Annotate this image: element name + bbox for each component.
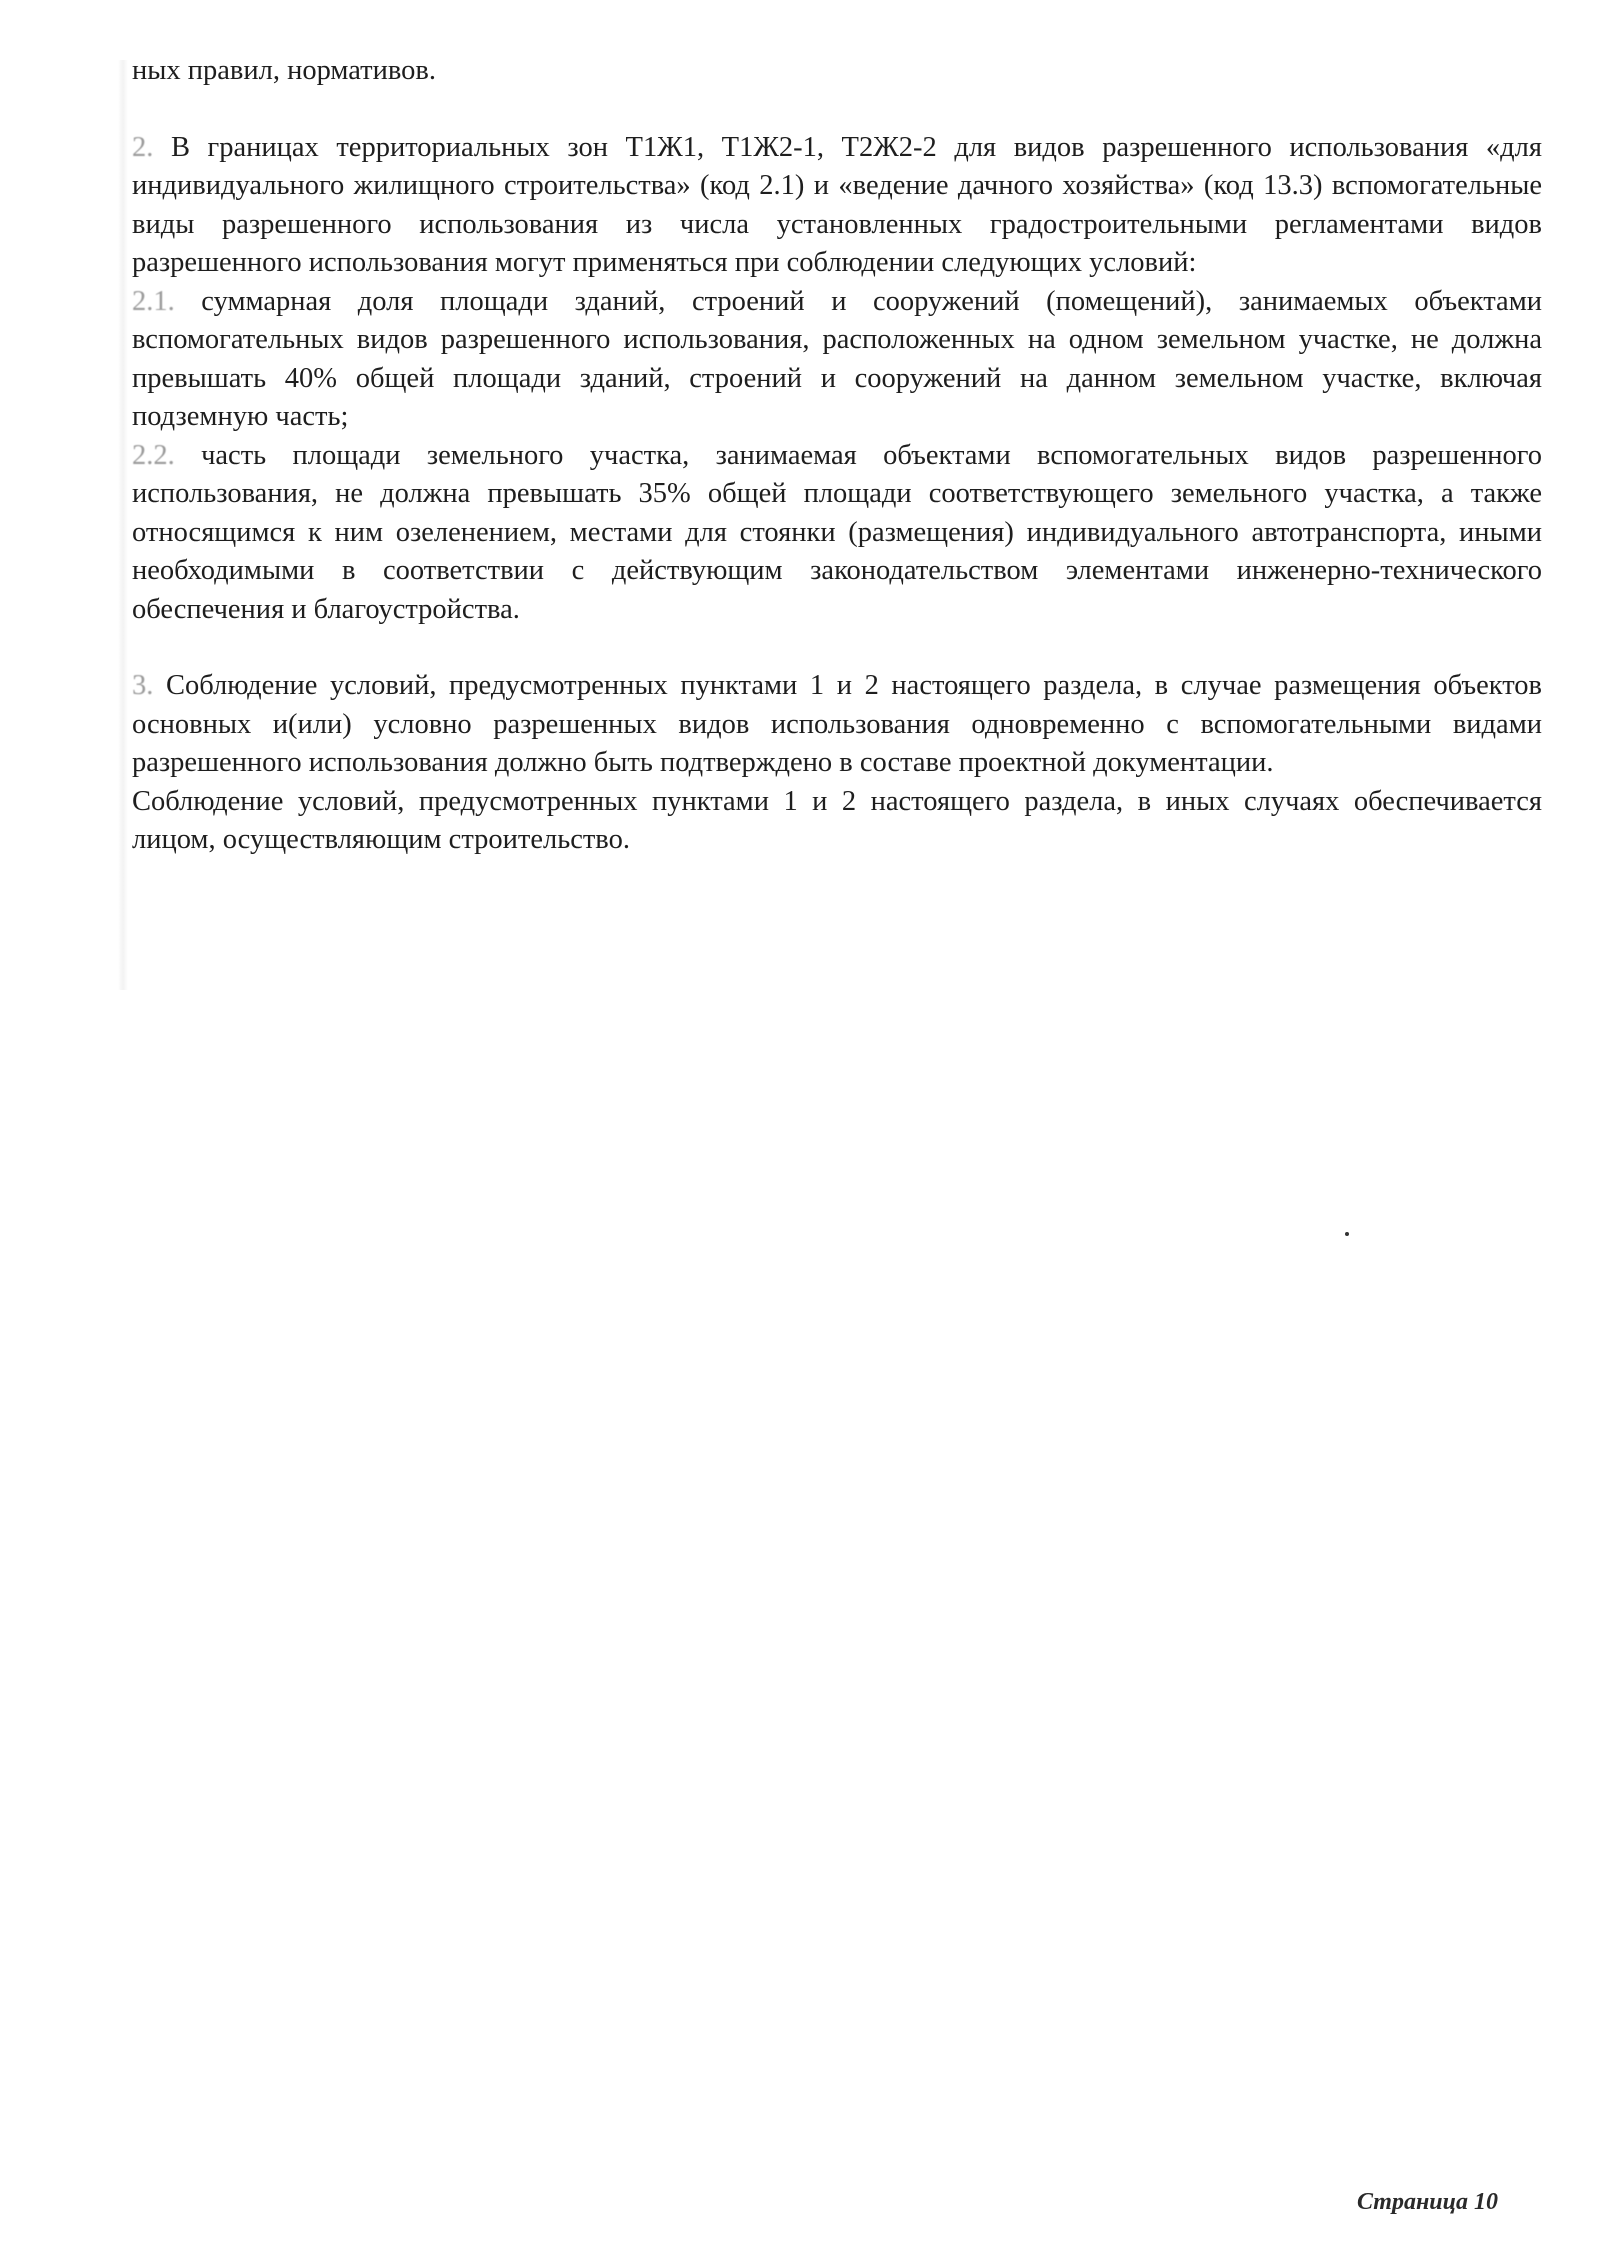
section-2-text: В границах территориальных зон Т1Ж1, Т1Ж2-1, Т2Ж2-2 для видов разрешенного использования «для индивидуального жилищного строительства» (код 2.1) и «ведение дачного хозяйства» (код 13.3) вспомогательные виды разрешенного использования из числа установленных градостроительными регламентами видов разрешенного использования могут применяться при соблюдении следующих условий: [132, 131, 1542, 278]
section-2-paragraph [132, 129, 1542, 283]
item-2-1-text: суммарная доля площади зданий, строений и сооружений (помещений), занимаемых объектами вспомогательных видов разрешенного использования, расположенных на одном земельном участке, не должна превышать 40% общей площади зданий, строений и сооружений на данном земельном участке, включая подземную часть; [132, 285, 1542, 432]
item-2-1-number: 2.1. [132, 285, 175, 317]
scan-speck [1345, 1232, 1349, 1236]
section-2-number: 2. [132, 131, 154, 163]
item-2-2-text: часть площади земельного участка, занимаемая объектами вспомогательных видов разрешенного использования, не должна превышать 35% общей площади соответствующего земельного участка, а также относящимся к ним озеленением, местами для стоянки (размещения) индивидуального автотранспорта, иными необходимыми в соответствии с действующим законодательством элементами инженерно-технического обеспечения и благоустройства. [132, 439, 1542, 625]
item-2-2-number: 2.2. [132, 439, 175, 471]
section-3-paragraph-2: Соблюдение условий, предусмотренных пунктами 1 и 2 настоящего раздела, в иных случаях обеспечивается лицом, осуществляющим строительство. [132, 785, 1542, 855]
item-2-1-paragraph [132, 283, 1542, 437]
section-3-number: 3. [132, 670, 154, 701]
page-number-footer: Страница 10 [1356, 2189, 1498, 2215]
section-3-paragraph [132, 667, 1542, 783]
item-2-2-paragraph [132, 437, 1542, 630]
scan-edge-shadow [118, 60, 128, 990]
section-3-text: Соблюдение условий, предусмотренных пунктами 1 и 2 настоящего раздела, в случае размещения объектов основных и(или) условно разрешенных видов использования одновременно с вспомогательными видами разрешенного использования должно быть подтверждено в составе проектной документации. [132, 670, 1543, 778]
document-body [132, 52, 1542, 860]
intro-tail-paragraph: ных правил, нормативов. [132, 55, 436, 86]
